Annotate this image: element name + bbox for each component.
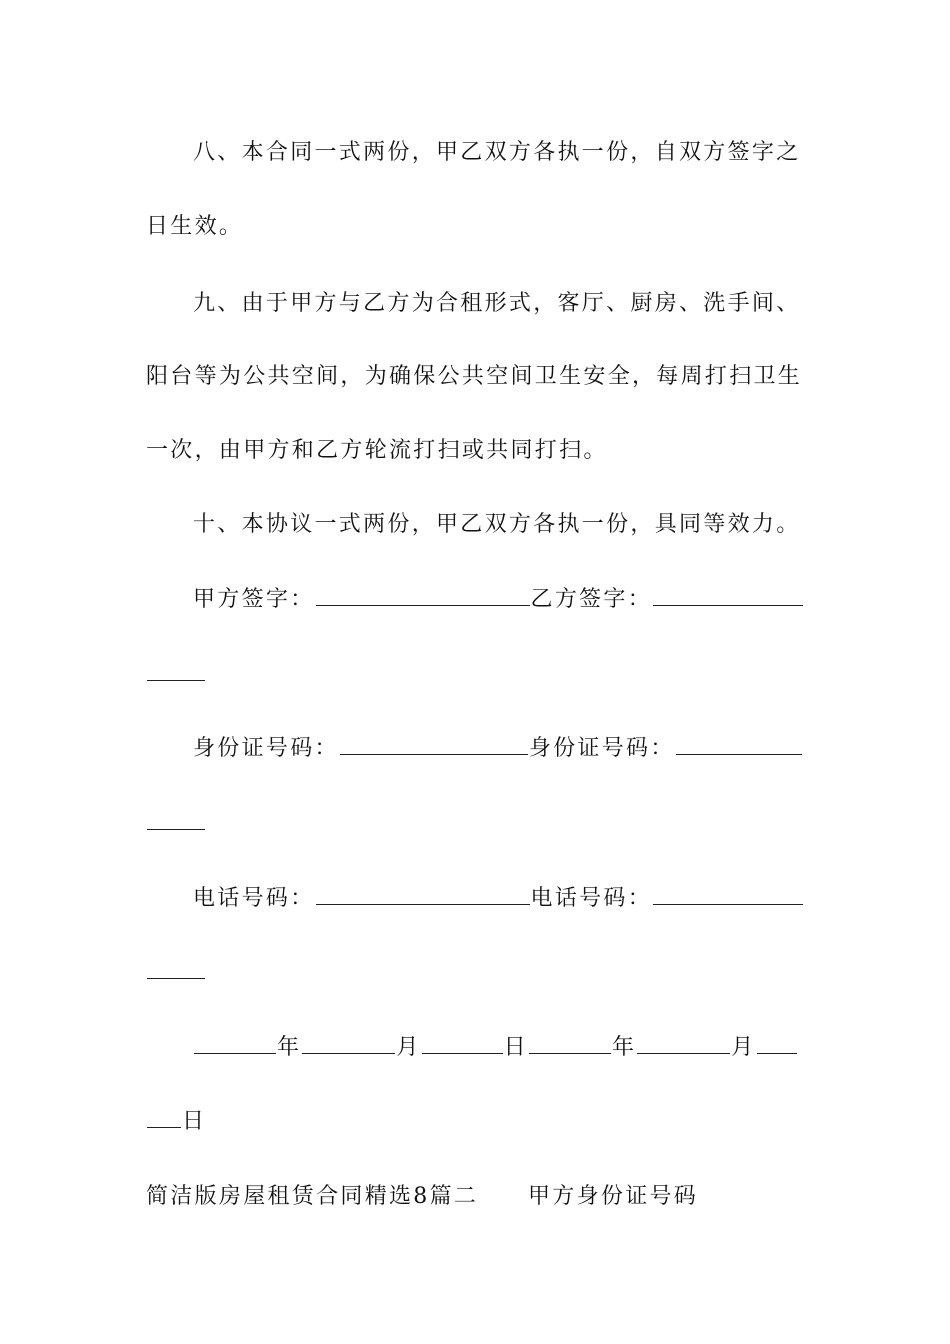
party-a-sign-label: 甲方签字： — [193, 587, 315, 612]
signature-row-continued — [146, 660, 206, 690]
clause-8-line-2: 日生效。 — [146, 214, 244, 239]
month-label-a: 月 — [396, 1035, 421, 1060]
section-heading: 简洁版房屋租赁合同精选8篇二 — [146, 1184, 479, 1209]
party-b-phone-blank-continued[interactable] — [147, 958, 205, 979]
party-b-day-blank-continued[interactable] — [147, 1107, 181, 1128]
day-label-b: 日 — [182, 1109, 207, 1134]
party-b-day-blank[interactable] — [757, 1033, 797, 1054]
party-b-sign-blank-continued[interactable] — [147, 660, 205, 681]
clause-9-line-2: 阳台等为公共空间，为确保公共空间卫生安全，每周打扫卫生 — [146, 364, 803, 389]
party-a-id-heading: 甲方身份证号码 — [528, 1184, 699, 1209]
party-b-id-blank[interactable] — [676, 734, 802, 755]
party-b-id-blank-continued[interactable] — [147, 809, 205, 830]
party-a-sign-blank[interactable] — [316, 585, 530, 606]
party-b-id-label: 身份证号码： — [528, 736, 675, 761]
party-b-year-blank[interactable] — [529, 1033, 611, 1054]
party-b-phone-label: 电话号码： — [530, 886, 653, 911]
year-label-a: 年 — [277, 1035, 302, 1060]
party-a-year-blank[interactable] — [194, 1033, 276, 1054]
year-label-b: 年 — [611, 1035, 637, 1060]
phone-row-continued — [146, 958, 206, 988]
party-a-month-blank[interactable] — [302, 1033, 395, 1054]
party-a-phone-label: 电话号码： — [193, 886, 315, 911]
day-label-a: 日 — [503, 1035, 528, 1060]
month-label-b: 月 — [731, 1035, 756, 1060]
party-b-phone-blank[interactable] — [653, 884, 803, 905]
party-a-phone-blank[interactable] — [316, 884, 530, 905]
party-a-day-blank[interactable] — [422, 1033, 503, 1054]
party-a-id-label: 身份证号码： — [193, 736, 339, 761]
party-b-sign-blank[interactable] — [653, 585, 803, 606]
clause-8-line-1: 八、本合同一式两份，甲乙双方各执一份，自双方签字之 — [193, 140, 801, 165]
clause-9-line-3: 一次，由甲方和乙方轮流打扫或共同打扫。 — [146, 438, 608, 463]
date-row-continued — [146, 1107, 206, 1137]
party-b-month-blank[interactable] — [637, 1033, 730, 1054]
phone-row — [193, 884, 804, 914]
date-row — [193, 1033, 798, 1063]
party-a-id-blank[interactable] — [340, 734, 528, 755]
clause-9-line-1: 九、由于甲方与乙方为合租形式，客厅、厨房、洗手间、 — [193, 291, 801, 316]
id-number-row — [193, 734, 803, 764]
signature-row — [193, 585, 804, 615]
clause-10-line-1: 十、本协议一式两份，甲乙双方各执一份，具同等效力。 — [193, 512, 801, 537]
id-number-row-continued — [146, 809, 206, 839]
party-b-sign-label: 乙方签字： — [530, 587, 653, 612]
